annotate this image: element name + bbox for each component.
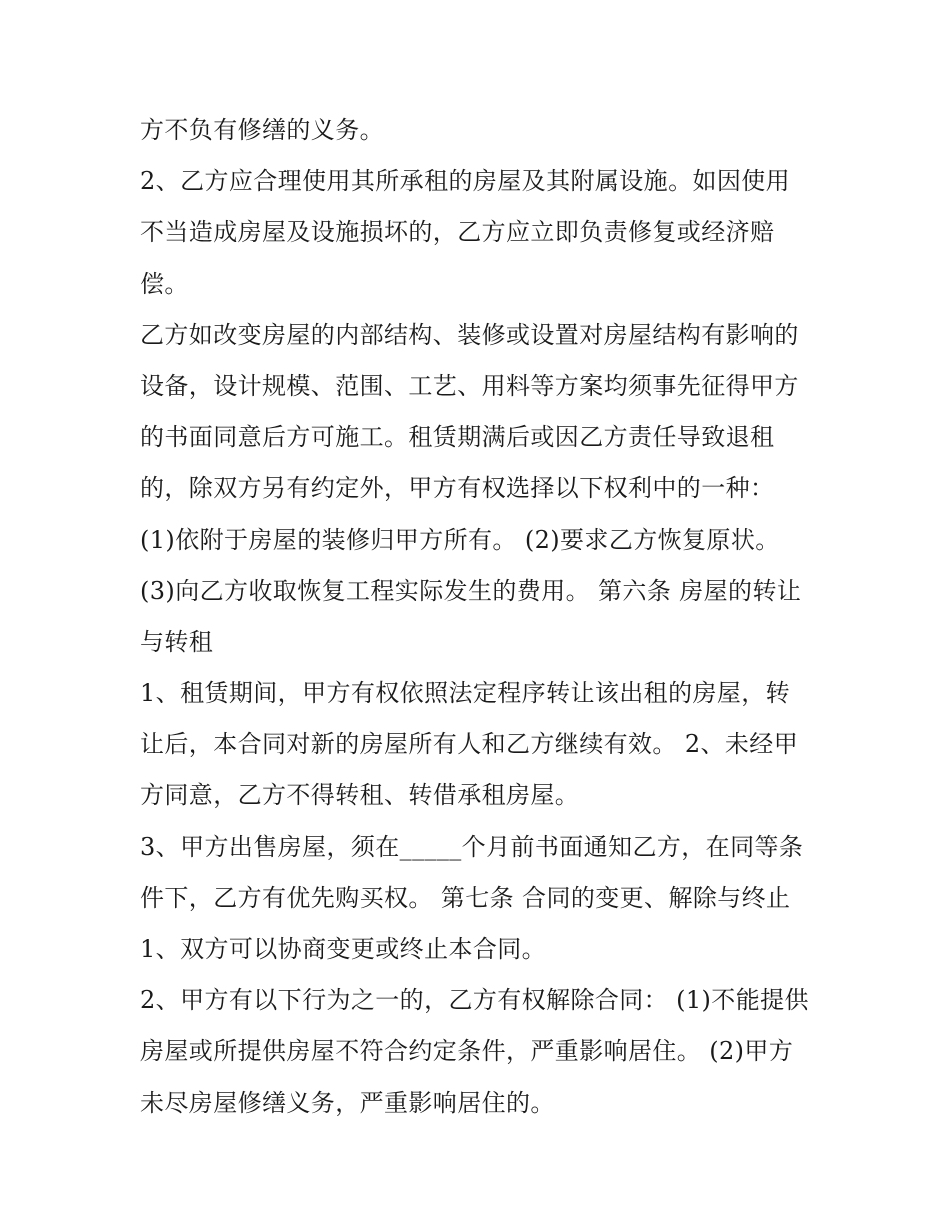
text-line: 方不负有修缮的义务。: [140, 116, 384, 144]
text-line: 偿。: [140, 269, 189, 298]
text-line: 方同意，乙方不得转租、转借承租房屋。: [140, 781, 580, 810]
text-line: (1)依附于房屋的装修归甲方所有。 (2)要求乙方恢复原状。: [140, 525, 780, 554]
text-line: 房屋或所提供房屋不符合约定条件，严重影响居住。 (2)甲方: [140, 1037, 794, 1066]
text-line: 件下，乙方有优先购买权。 第七条 合同的变更、解除与终止: [140, 883, 791, 912]
text-line: 2、乙方应合理使用其所承租的房屋及其附属设施。如因使用: [140, 167, 791, 196]
text-line: 未尽房屋修缮义务，严重影响居住的。: [140, 1088, 555, 1117]
text-line: 的书面同意后方可施工。租赁期满后或因乙方责任导致退租: [140, 423, 775, 452]
body-text: [140, 105, 840, 1129]
text-line: 让后，本合同对新的房屋所有人和乙方继续有效。 2、未经甲: [140, 730, 799, 759]
text-line: 1、双方可以协商变更或终止本合同。: [140, 935, 547, 963]
text-line: 设备，设计规模、范围、工艺、用料等方案均须事先征得甲方: [140, 371, 799, 400]
text-line: 3、甲方出售房屋，须在_____个月前书面通知乙方，在同等条: [140, 832, 804, 861]
text-line: 的，除双方另有约定外，甲方有权选择以下权利中的一种：: [140, 474, 775, 503]
text-line: (3)向乙方收取恢复工程实际发生的费用。 第六条 房屋的转让: [140, 576, 802, 605]
text-line: 2、甲方有以下行为之一的，乙方有权解除合同： (1)不能提供: [140, 986, 809, 1015]
text-line: 不当造成房屋及设施损坏的，乙方应立即负责修复或经济赔: [140, 218, 775, 247]
text-line: 与转租: [140, 627, 214, 656]
text-line: 乙方如改变房屋的内部结构、装修或设置对房屋结构有影响的: [140, 320, 799, 349]
text-line: 1、租赁期间，甲方有权依照法定程序转让该出租的房屋，转: [140, 679, 791, 708]
